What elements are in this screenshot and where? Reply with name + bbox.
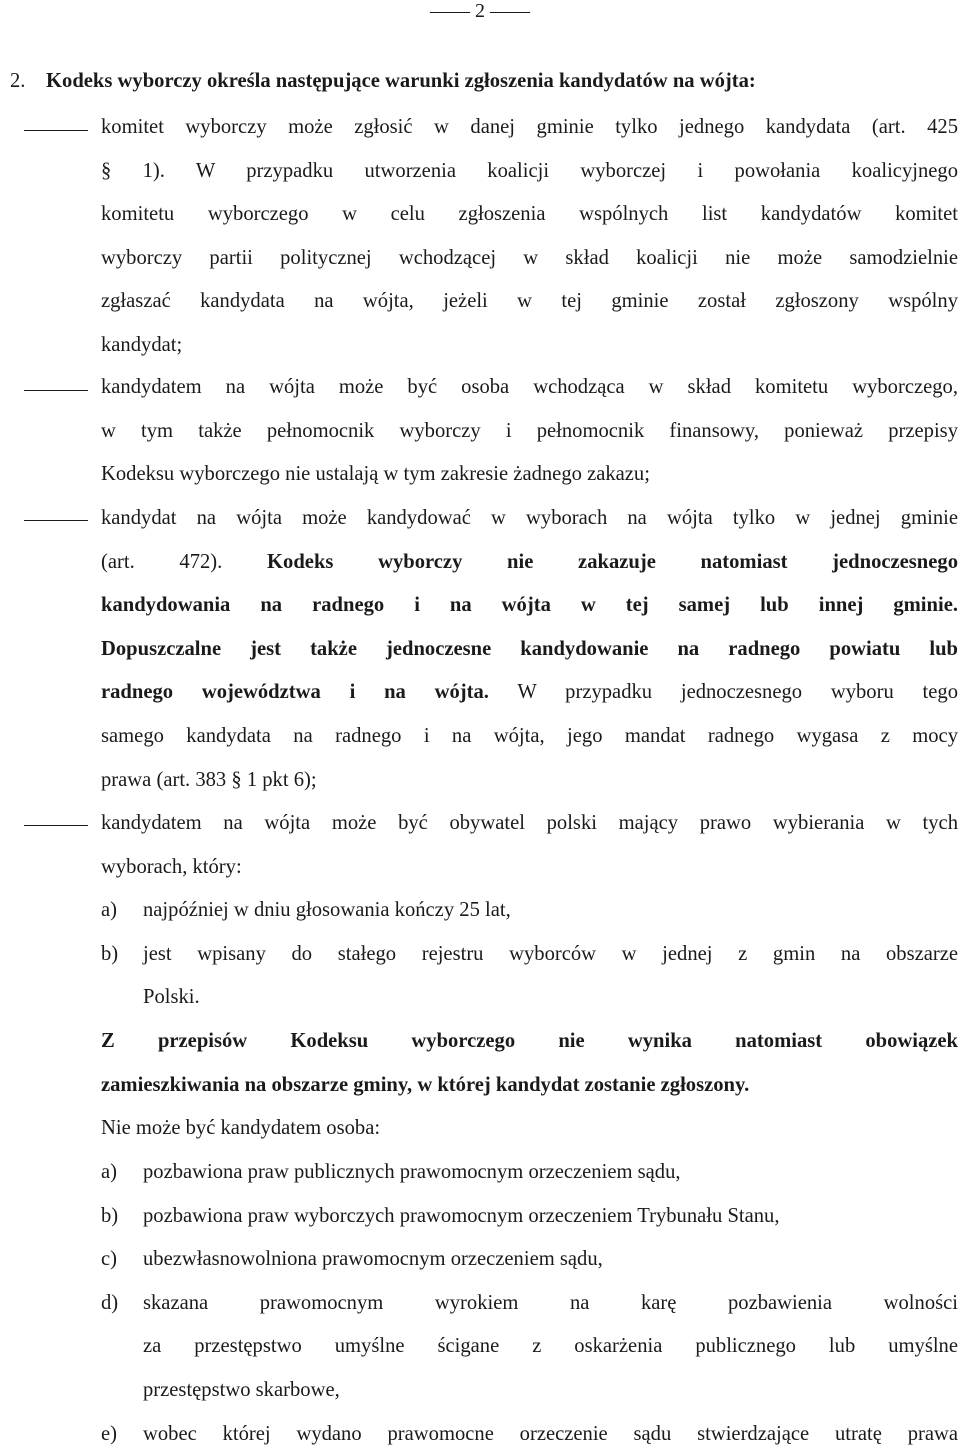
text-bold: radnego województwa i na wójta. (101, 681, 489, 704)
text-line: wyborczy partii politycznej wchodzącej w skład koalicji nie może samodzielnie (101, 246, 958, 269)
dash-item-committee-member (101, 366, 958, 497)
text-line: w tym także pełnomocnik wyborczy i pełnomocnik finansowy, ponieważ przepisy (101, 419, 958, 442)
exclusions-list (101, 1151, 958, 1451)
text-line-bold: Z przepisów Kodeksu wyborczego nie wynika natomiast obowiązek (101, 1030, 958, 1052)
section-number: 2. (10, 70, 26, 92)
dash-item-committee (101, 106, 958, 368)
list-item-text (143, 1151, 958, 1195)
text-line: wyborach, który: (101, 855, 242, 878)
text-line-bold: kandydowania na radnego i na wójta w tej samej lub innej gminie. (101, 594, 958, 617)
page-number (0, 0, 960, 22)
text-line: pozbawiona praw wyborczych prawomocnym orzeczeniem Trybunału Stanu, (143, 1204, 780, 1227)
text-line: prawa (art. 383 § 1 pkt 6); (101, 768, 317, 791)
text-line-bold: Dopuszczalne jest także jednoczesne kandydowanie na radnego powiatu lub (101, 637, 958, 660)
list-marker: a) (101, 899, 117, 921)
list-marker: d) (101, 1291, 119, 1314)
list-item-text (143, 933, 958, 1020)
text-line: Polski. (143, 986, 200, 1009)
text-normal: W przypadku jednoczesnego wyboru tego (517, 681, 958, 704)
text-line: pozbawiona praw publicznych prawomocnym orzeczeniem sądu, (143, 1161, 681, 1183)
dash-item-eligibility (101, 802, 958, 889)
section-title: Kodeks wyborczy określa następujące warunki zgłoszenia kandydatów na wójta: (46, 70, 756, 92)
text-line: skazana prawomocnym wyrokiem na karę pozbawienia wolności (143, 1291, 958, 1314)
list-item-text (143, 1413, 958, 1456)
page-number-dash-left: —— (430, 0, 475, 22)
text-line: najpóźniej w dniu głosowania kończy 25 lat, (143, 899, 511, 921)
page-number-dash-right: —— (485, 0, 530, 22)
text-line: zgłaszać kandydata na wójta, jeżeli w tej gminie został zgłoszony wspólny (101, 290, 958, 313)
text-line: komitet wyborczy może zgłosić w danej gminie tylko jednego kandydata (art. 425 (101, 116, 958, 138)
dash-bullet (24, 520, 88, 521)
list-item-text (143, 1238, 958, 1282)
list-item-text (143, 1282, 958, 1413)
text-line: kandydat; (101, 333, 183, 356)
list-marker: a) (101, 1161, 117, 1183)
text-line: kandydatem na wójta może być osoba wchodząca w skład komitetu wyborczego, (101, 376, 958, 398)
text-line (101, 541, 958, 585)
text-line: kandydatem na wójta może być obywatel polski mający prawo wybierania w tych (101, 812, 958, 834)
dash-bullet (24, 390, 88, 391)
eligibility-sublist (101, 889, 958, 1020)
list-marker: e) (101, 1422, 117, 1445)
text-line: komitetu wyborczego w celu zgłoszenia wspólnych list kandydatów komitet (101, 203, 958, 226)
text-line: przestępstwo skarbowe, (143, 1378, 340, 1401)
dash-bullet (24, 825, 88, 826)
list-item-text (143, 1195, 958, 1239)
dash-bullet (24, 130, 88, 131)
text-normal: (art. 472). (101, 550, 223, 573)
residence-note (101, 1020, 958, 1107)
text-line: ubezwłasnowolniona prawomocnym orzeczeniem sądu, (143, 1248, 603, 1271)
text-bold: Kodeks wyborczy nie zakazuje natomiast jednoczesnego (267, 550, 958, 573)
text-line: § 1). W przypadku utworzenia koalicji wyborczej i powołania koalicyjnego (101, 159, 958, 182)
text-line: jest wpisany do stałego rejestru wyborców w jednej z gmin na obszarze (143, 942, 958, 965)
text-line: Nie może być kandydatem osoba: (101, 1117, 381, 1139)
text-line: kandydat na wójta może kandydować w wyborach na wójta tylko w jednej gminie (101, 507, 958, 529)
dash-item-one-gmina (101, 497, 958, 802)
text-line: samego kandydata na radnego i na wójta, jego mandat radnego wygasa z mocy (101, 724, 958, 747)
list-marker: b) (101, 942, 119, 965)
text-line: Kodeksu wyborczego nie ustalają w tym zakresie żadnego zakazu; (101, 463, 650, 486)
exclusions-intro (101, 1107, 958, 1151)
list-marker: c) (101, 1248, 117, 1271)
list-marker: b) (101, 1204, 119, 1227)
list-item-text (143, 889, 958, 933)
page-number-value: 2 (475, 0, 485, 22)
text-line (101, 671, 958, 715)
text-line: wobec której wydano prawomocne orzeczenie sądu stwierdzające utratę prawa (143, 1422, 958, 1445)
text-line-bold: zamieszkiwania na obszarze gminy, w której kandydat zostanie zgłoszony. (101, 1073, 750, 1096)
text-line: za przestępstwo umyślne ścigane z oskarżenia publicznego lub umyślne (143, 1335, 958, 1358)
